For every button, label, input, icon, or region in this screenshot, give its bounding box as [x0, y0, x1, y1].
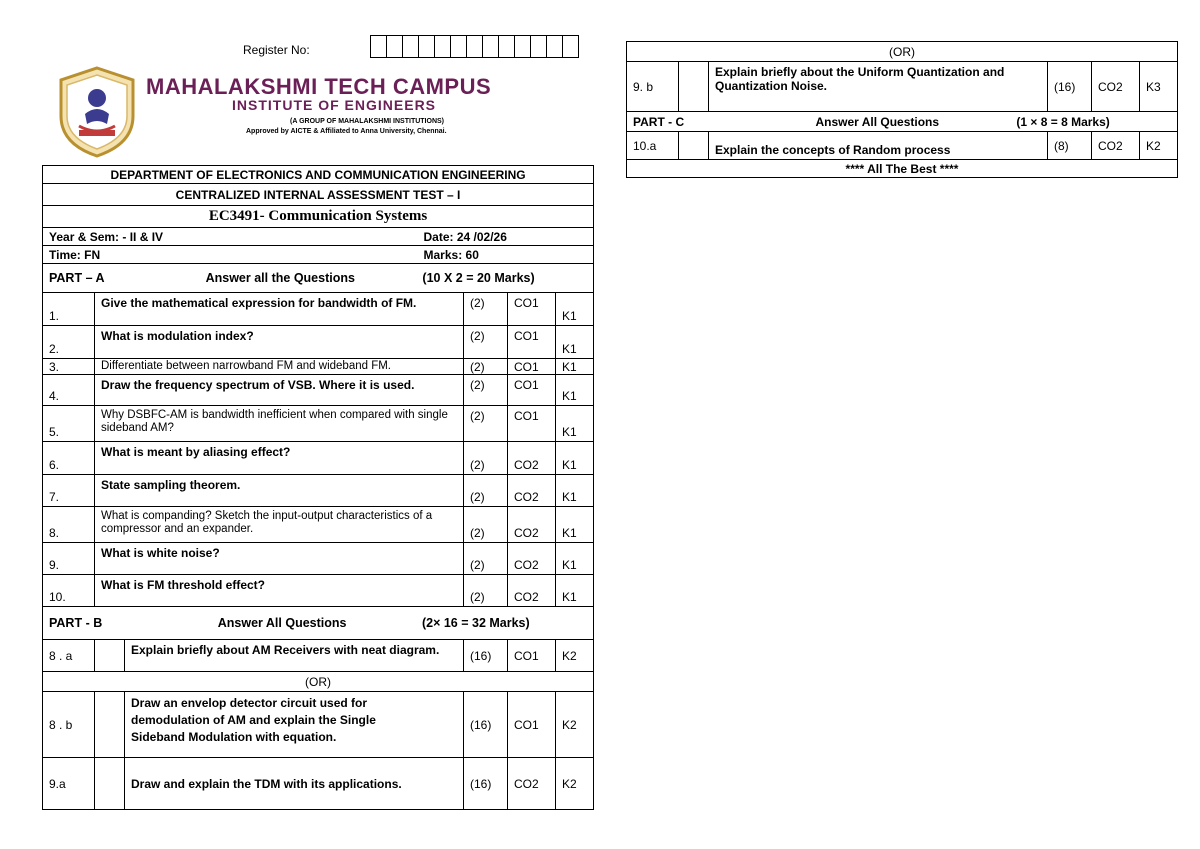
- part-a-instruction: Answer all the Questions: [205, 271, 355, 285]
- test-name: CENTRALIZED INTERNAL ASSESSMENT TEST – I: [43, 184, 594, 206]
- table-row: 7. State sampling theorem. (2) CO2 K1: [43, 475, 594, 507]
- part-c-instruction: Answer All Questions: [815, 114, 940, 129]
- part-b-header: [43, 607, 594, 640]
- part-b-marks: (2× 16 = 32 Marks): [421, 616, 530, 630]
- part-a-label: PART – A: [49, 271, 105, 285]
- part-a-marks: (10 X 2 = 20 Marks): [422, 271, 535, 285]
- table-row: 5. Why DSBFC-AM is bandwidth inefficient when compared with single sideband AM? (2) CO1 K1: [43, 406, 594, 442]
- table-row: 9.a Draw and explain the TDM with its applications. (16) CO2 K2: [43, 758, 594, 810]
- exam-date: Date: 24 /02/26: [464, 228, 594, 246]
- part-c-label: PART - C: [633, 114, 685, 129]
- question-paper-table-right: [626, 41, 1178, 178]
- table-row: 8 . b Draw an envelop detector circuit used for demodulation of AM and explain the Single Sideband Modulation with equation. (16) CO1 K2: [43, 692, 594, 758]
- part-c-header: [627, 112, 1178, 132]
- register-number-boxes[interactable]: [370, 35, 579, 58]
- part-b-label: PART - B: [49, 616, 103, 630]
- part-b-instruction: Answer All Questions: [217, 616, 347, 630]
- table-row: 4. Draw the frequency spectrum of VSB. Where it is used. (2) CO1 K1: [43, 375, 594, 406]
- institute-group: (A GROUP OF MAHALAKSHMI INSTITUTIONS): [290, 118, 444, 125]
- course-title: EC3491- Communication Systems: [43, 206, 594, 228]
- institute-approval: Approved by AICTE & Affiliated to Anna University, Chennai.: [246, 128, 447, 135]
- footer-message: **** All The Best ****: [627, 160, 1178, 178]
- institute-name: MAHALAKSHMI TECH CAMPUS: [146, 74, 492, 99]
- question-paper-table-left: [42, 165, 594, 810]
- exam-time: Time: FN: [43, 246, 464, 264]
- institute-logo-icon: [57, 66, 137, 158]
- table-row: 2. What is modulation index? (2) CO1 K1: [43, 326, 594, 359]
- table-row: 1. Give the mathematical expression for bandwidth of FM. (2) CO1 K1: [43, 293, 594, 326]
- part-a-header: [43, 264, 594, 293]
- table-row: 3. Differentiate between narrowband FM and wideband FM. (2) CO1 K1: [43, 359, 594, 375]
- or-divider: (OR): [627, 42, 1178, 62]
- part-c-marks: (1 × 8 = 8 Marks): [1016, 114, 1110, 129]
- exam-marks: Marks: 60: [464, 246, 594, 264]
- register-number-label: Register No:: [243, 43, 310, 57]
- department-name: DEPARTMENT OF ELECTRONICS AND COMMUNICATION ENGINEERING: [43, 166, 594, 184]
- table-row: 10.a Explain the concepts of Random process (8) CO2 K2: [627, 132, 1178, 160]
- table-row: 9. b Explain briefly about the Uniform Quantization and Quantization Noise. (16) CO2 K3: [627, 62, 1178, 112]
- table-row: 8 . a Explain briefly about AM Receivers with neat diagram. (16) CO1 K2: [43, 640, 594, 672]
- year-sem: Year & Sem: - II & IV: [43, 228, 464, 246]
- table-row: 10. What is FM threshold effect? (2) CO2 K1: [43, 575, 594, 607]
- or-divider: (OR): [43, 672, 594, 692]
- table-row: 9. What is white noise? (2) CO2 K1: [43, 543, 594, 575]
- table-row: 8. What is companding? Sketch the input-output characteristics of a compressor and an expander. (2) CO2 K1: [43, 507, 594, 543]
- institute-subtitle: INSTITUTE OF ENGINEERS: [232, 97, 437, 113]
- table-row: 6. What is meant by aliasing effect? (2) CO2 K1: [43, 442, 594, 475]
